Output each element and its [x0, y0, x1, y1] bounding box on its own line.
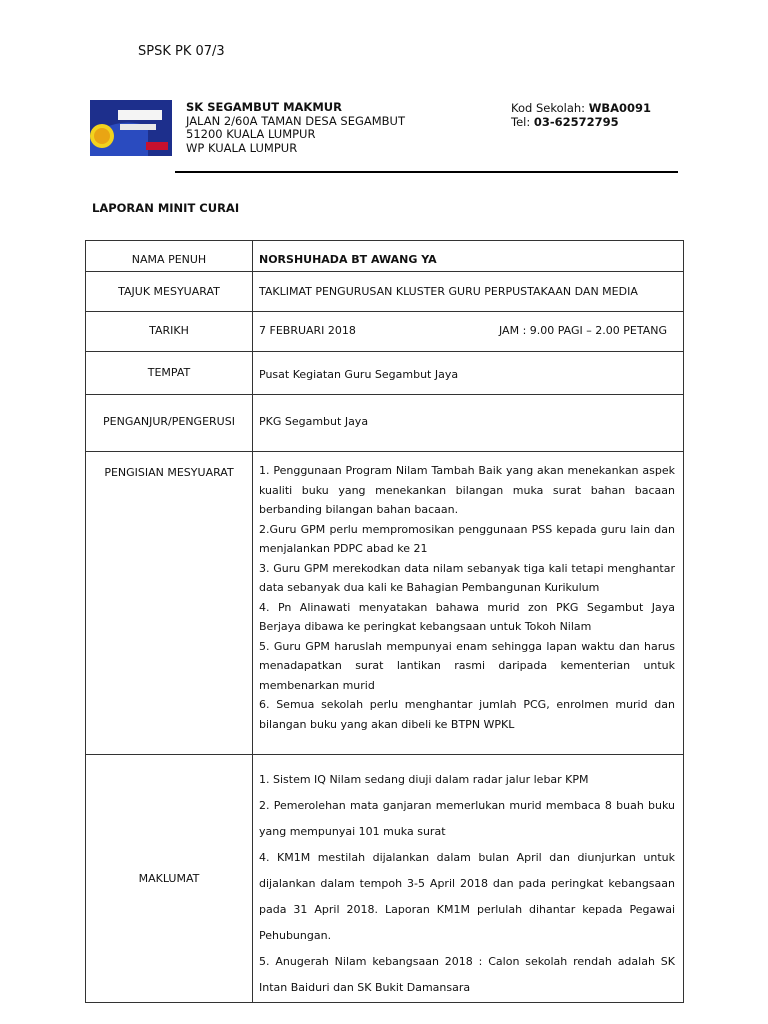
row-value-maklumat	[253, 755, 684, 1003]
tel-value: 03-62572795	[533, 115, 619, 129]
school-contact	[511, 101, 651, 129]
header-divider	[175, 171, 678, 173]
row-label-nama: NAMA PENUH	[86, 241, 253, 272]
list-item: 1. Sistem IQ Nilam sedang diuji dalam radar jalur lebar KPM	[259, 773, 589, 786]
row-label-tempat: TEMPAT	[86, 352, 253, 395]
row-value-pengisian	[253, 452, 684, 755]
row-value-jam: JAM : 9.00 PAGI – 2.00 PETANG	[499, 324, 667, 337]
table-row	[86, 241, 684, 272]
table-row	[86, 352, 684, 395]
list-item: 6. Semua sekolah perlu menghantar jumlah PCG, enrolmen murid dan bilangan buku yang akan dibeli ke BTPN WPKL	[259, 698, 675, 731]
list-item: 5. Anugerah Nilam kebangsaan 2018 : Calon sekolah rendah adalah SK Intan Baiduri dan SK Bukit Damansara	[259, 955, 675, 994]
minutes-table	[85, 240, 684, 1003]
list-item: 2. Pemerolehan mata ganjaran memerlukan murid membaca 8 buah buku yang mempunyai 101 muka surat	[259, 799, 675, 838]
row-label-penganjur: PENGANJUR/PENGERUSI	[86, 395, 253, 452]
list-item: 4. KM1M mestilah dijalankan dalam bulan April dan diunjurkan untuk dijalankan dalam tempoh 3-5 April 2018 dan pada peringkat kebangsaan pada 31 April 2018. Laporan KM1M perlulah dihantar kepada Pegawai Pehubungan.	[259, 851, 675, 942]
row-value-tempat: Pusat Kegiatan Guru Segambut Jaya	[253, 352, 684, 395]
school-address-line-1: JALAN 2/60A TAMAN DESA SEGAMBUT	[186, 113, 405, 128]
row-label-tarikh: TARIKH	[86, 312, 253, 352]
table-row	[86, 395, 684, 452]
table-row	[86, 272, 684, 312]
row-value-tajuk: TAKLIMAT PENGURUSAN KLUSTER GURU PERPUSTAKAAN DAN MEDIA	[253, 272, 684, 312]
list-item: 2.Guru GPM perlu mempromosikan penggunaan PSS kepada guru lain dan menjalankan PDPC abad ke 21	[259, 522, 675, 555]
row-label-maklumat: MAKLUMAT	[86, 755, 253, 1003]
list-item: 3. Guru GPM merekodkan data nilam sebanyak tiga kali tetapi menghantar data sebanyak dua kali ke Bahagian Pembangunan Kurikulum	[259, 561, 675, 594]
list-item: 1. Penggunaan Program Nilam Tambah Baik yang akan menekankan aspek kualiti buku yang menekankan bilangan muka surat bahan bacaan berbanding bilangan bahan bacaan.	[259, 464, 675, 516]
document-code: SPSK PK 07/3	[138, 44, 225, 59]
school-name: SK SEGAMBUT MAKMUR	[186, 100, 342, 114]
school-code-value: WBA0091	[588, 101, 652, 115]
school-address-line-3: WP KUALA LUMPUR	[186, 140, 298, 155]
row-value-tarikh-cell	[253, 312, 684, 352]
school-code-label: Kod Sekolah:	[511, 101, 586, 115]
school-address-line-2: 51200 KUALA LUMPUR	[186, 127, 316, 141]
row-label-tajuk: TAJUK MESYUARAT	[86, 272, 253, 312]
school-info	[186, 101, 405, 155]
table-row	[86, 312, 684, 352]
school-logo	[88, 96, 174, 162]
report-title: LAPORAN MINIT CURAI	[92, 201, 240, 215]
row-value-nama: NORSHUHADA BT AWANG YA	[253, 241, 684, 272]
list-item: 5. Guru GPM haruslah mempunyai enam sehingga lapan waktu dan harus menadapatkan surat lantikan rasmi daripada kementerian untuk membenarkan murid	[259, 639, 675, 692]
list-item: 4. Pn Alinawati menyatakan bahawa murid zon PKG Segambut Jaya Berjaya dibawa ke peringkat kebangsaan untuk Tokoh Nilam	[259, 600, 675, 633]
row-value-penganjur: PKG Segambut Jaya	[253, 395, 684, 452]
tel-label: Tel:	[511, 115, 531, 129]
table-row	[86, 755, 684, 1003]
table-row	[86, 452, 684, 755]
row-value-tarikh: 7 FEBRUARI 2018	[259, 324, 356, 337]
row-label-pengisian: PENGISIAN MESYUARAT	[86, 452, 253, 755]
